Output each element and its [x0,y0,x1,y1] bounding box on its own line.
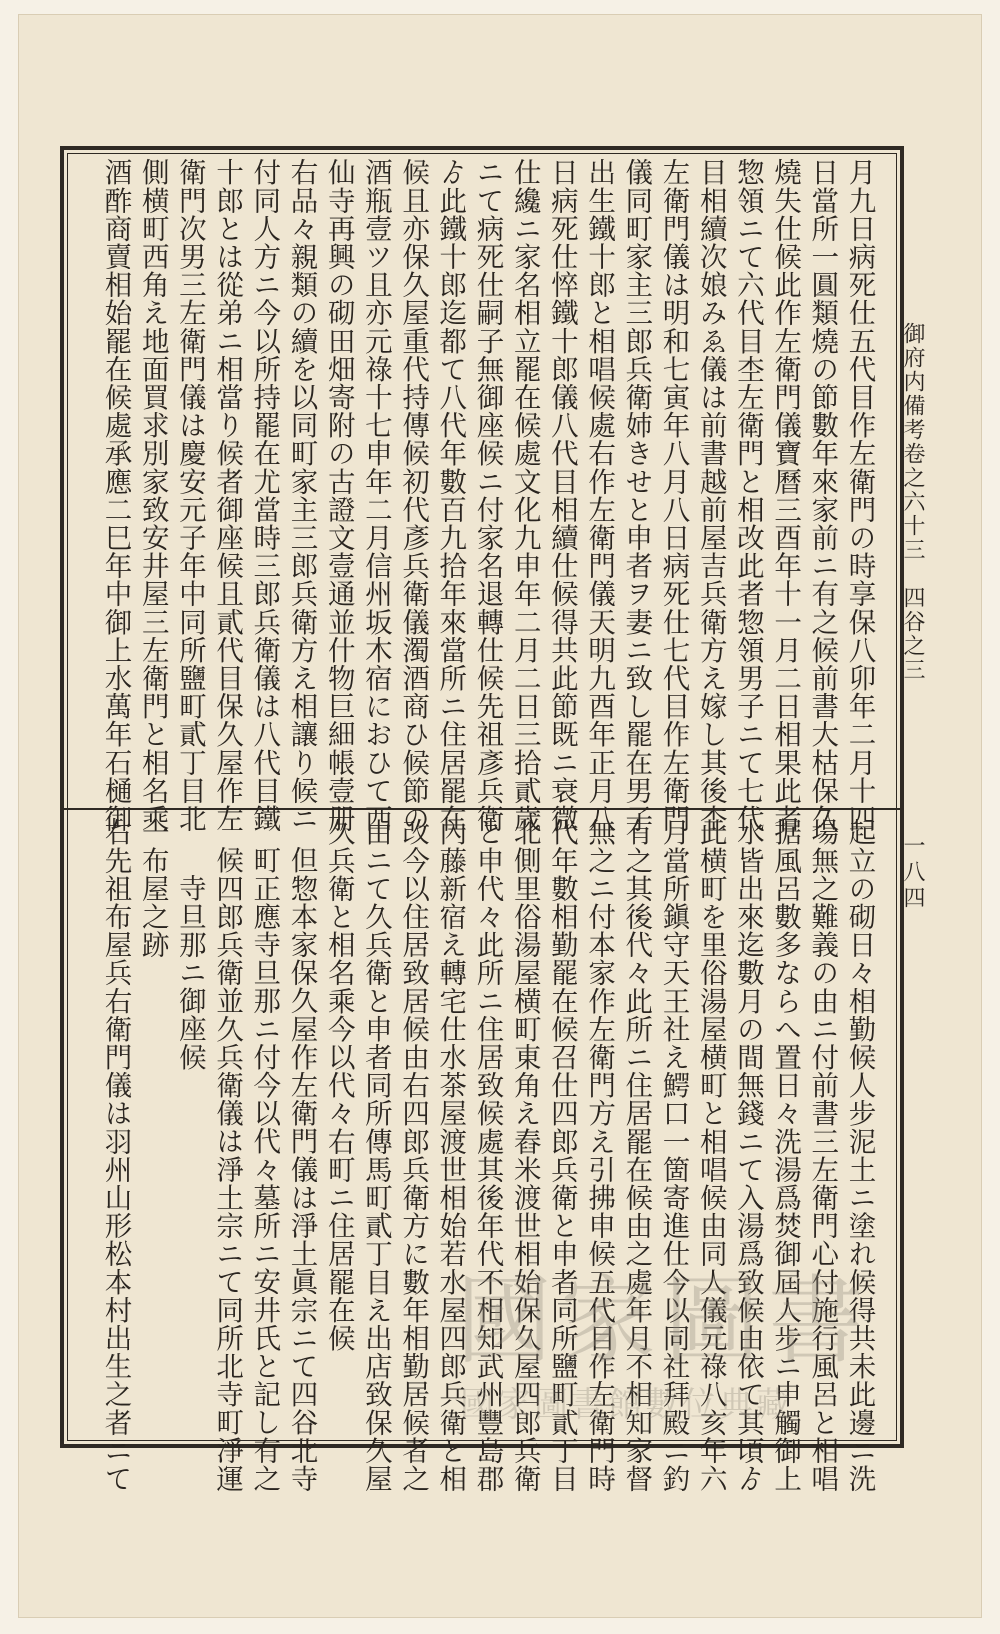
text-column: 日當所一圓類燒の節數年來家前ニ有之候前書大枯保久 [806,158,839,833]
text-column: 一布屋之跡 [136,818,169,959]
text-column: 月當所鎭守天王社え鰐口一箇寄進仕今以同社拜殿ニ釣 [657,818,690,1493]
watermark-line-2: 國家圖書館數位典藏 [460,1385,793,1425]
text-column: 燒失仕候此作左衛門儀寶曆三酉年十一月二日相果此者 [769,158,802,833]
text-column: 水皆出來迄數月の間無錢ニて入湯爲致候由依て其頃ゟ [731,818,764,1493]
text-column: 酒酢商賣相始罷在候處承應二巳年中御上水萬年石樋御 [99,158,132,833]
text-column: 起立の砌日々相勤候人步泥土ニ塗れ候得共未此邊ニ洗 [843,818,876,1493]
text-column: 場無之難義の由ニ付前書三左衛門心付施行風呂と相唱 [806,818,839,1493]
text-column: 付同人方ニ今以所持罷在尤當時三郎兵衛儀は八代目鐵 [248,158,281,833]
text-column: 左衛門儀は明和七寅年八月八日病死仕七代目作左衛門 [657,158,690,833]
text-column: 寺旦那ニ御座候 [173,874,206,1071]
text-column: ゟ此鐵十郎迄都て八代年數百九拾年來當所ニ住居罷在 [434,158,467,833]
text-column: 無之ニ付本家作左衛門方え引拂申候五代目作左衛門時 [583,818,616,1493]
text-column: 由ニて久兵衛と申者同所傳馬町貳丁目え出店致保久屋 [359,818,392,1493]
text-column: 町正應寺旦那ニ付今以代々墓所ニ安井氏と記し有之 [248,846,281,1493]
running-title: 御府内備考卷之六十三 四谷之三 [900,322,925,682]
text-column: 仙寺再興の砌田畑寄附の古證文壹通並什物巨細帳壹册 [322,158,355,833]
page-number: 一八四 [900,834,925,912]
text-column: 久兵衛と相名乘今以代々右町ニ住居罷在候 [322,818,355,1352]
text-column: 候且亦保久屋重代持傳候初代彥兵衛儀濁酒商ひ候節の [397,158,430,833]
text-column: 右先祖布屋兵右衛門儀は羽州山形松本村出生之者ニて [99,818,132,1493]
text-column: ニて病死仕嗣子無御座候ニ付家名退轉仕候先祖彥兵衛 [471,158,504,833]
text-column: 候四郎兵衛並久兵衛儀は淨土宗ニて同所北寺町淨運 [211,846,244,1493]
text-column: 右品々親類の續を以同町家主三郎兵衛方え相讓り候ニ [285,158,318,833]
text-column: 十郎とは從弟ニ相當り候者御座候且貳代目保久屋作左 [211,158,244,833]
text-column: 仕纔ニ家名相立罷在候處文化九申年二月二日三拾貳歲 [508,158,541,833]
text-column: 此横町を里俗湯屋横町と相唱候由同人儀元祿八亥年六 [694,818,727,1493]
text-column: 酒瓶壹ツ且亦元祿十七申年二月信州坂木宿におひて西 [359,158,392,833]
text-column: 月九日病死仕五代目作左衛門の時享保八卯年二月十四 [843,158,876,833]
text-column: 目相續次娘みゑ儀は前書越前屋吉兵衛方え嫁し其後杢 [694,158,727,833]
text-column: 儀同町家主三郎兵衛姉きせと申者ヲ妻ニ致し罷在男子 [620,158,653,833]
text-column: 日病死仕悴鐵十郎儀八代目相續仕候得共此節既ニ衰微 [545,158,578,833]
text-column: 內藤新宿え轉宅仕水茶屋渡世相始若水屋四郎兵衛と相 [434,818,467,1493]
text-column: 有之其後代々此所ニ住居罷在候由之處年月不相知家督 [620,818,653,1493]
text-column: 衛門次男三左衛門儀は慶安元子年中同所鹽町貳丁目北 [173,158,206,833]
watermark-line-1: 國家圖書 [456,1265,872,1377]
text-column: 出生鐵十郎と相唱候處右作左衛門儀天明九酉年正月八 [583,158,616,833]
text-column: 据風呂數多ならへ置日々洗湯爲焚御屆人步ニ申觸御上 [769,818,802,1493]
text-column: と申代々此所ニ住居致候處其後年代不相知武州豐島郡 [471,818,504,1493]
text-column: 但惣本家保久屋作左衛門儀は淨土眞宗ニて四谷北寺 [285,846,318,1493]
library-watermark-stamp [440,1245,900,1435]
text-column: 改今以住居致居候由右四郎兵衛方に數年相勤居候者之 [397,818,430,1493]
text-column: 北側里俗湯屋横町東角え舂米渡世相始保久屋四郎兵衛 [508,818,541,1493]
text-column: 惣領ニて六代目杢左衛門と相改此者惣領男子ニて七代 [731,158,764,833]
text-column: 代年數相勤罷在候召仕四郎兵衛と申者同所鹽町貳丁目 [545,818,578,1493]
text-column: 側横町西角え地面買求別家致安井屋三左衛門と相名乘 [136,158,169,833]
